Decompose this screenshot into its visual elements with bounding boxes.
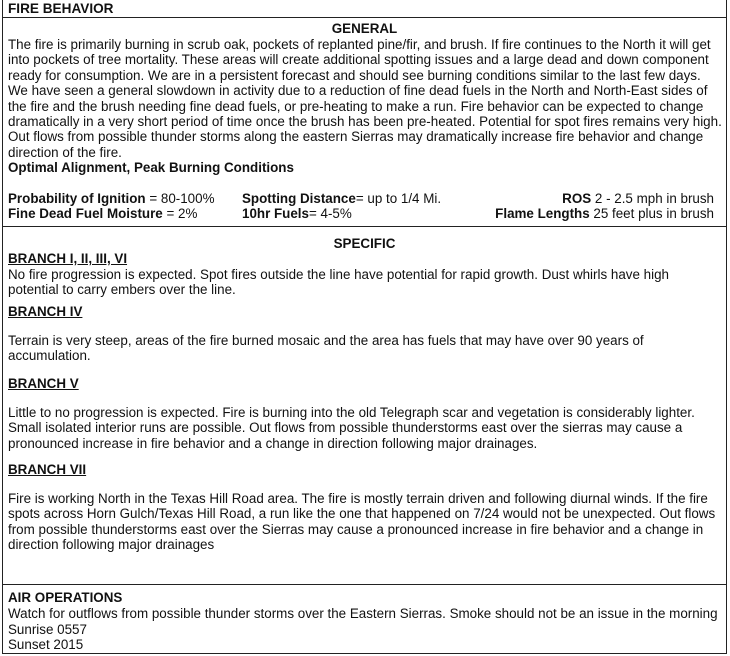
air-operations-heading: AIR OPERATIONS [8,590,123,605]
ignition-value: = 80-100% [145,191,215,206]
sunset-time: Sunset 2015 [8,637,84,652]
fire-behavior-form [2,0,727,654]
spotting-distance [242,191,441,206]
sunrise-time: Sunrise 0557 [8,622,87,637]
specific-heading: SPECIFIC [333,236,396,251]
branch-text: Little to no progression is expected. Fire is burning into the old Telegraph scar and vegetation is considerably lighter. Small isolated interior runs are possible. Out flows from possible thunderstorms east over the sierras may cause a pronounced increase in fire behavior and a change in direction following major drainages. [8,405,695,451]
spotting-label: Spotting Distance [242,191,356,206]
fdfm-value: = 2% [162,206,198,221]
ignition-probability [8,191,215,206]
spotting-value: = up to 1/4 Mi. [355,191,442,206]
branch-title: BRANCH VII [8,462,87,477]
branch-text: Fire is working North in the Texas Hill Road area. The fire is mostly terrain driven and following diurnal winds. If the fire spots across Horn Gulch/Texas Hill Road, a run like the one that happened on 7/24 would not be unexpected. Out flows from possible thunderstorms east over the Sierras may cause a pronounced increase in fire behavior and a change in direction following major drainages [8,491,716,553]
section-divider [3,584,726,585]
ignition-label: Probability of Ignition [8,191,146,206]
rate-of-spread [562,191,714,206]
ten-hour-fuels [242,206,352,221]
branch-title: BRANCH V [8,376,79,391]
ros-label: ROS [562,191,592,206]
general-text: The fire is primarily burning in scrub oak, pockets of replanted pine/fir, and brush. If fire continues to the North it will get into pockets of tree mortality. These areas will create additional spotting issues and a large dead and down component ready for consumption. We are in a persistent forecast and should see burning conditions similar to the last few days. We have seen a general slowdown in activity due to a reduction of fine dead fuels in the North and North-East sides of the fire and the brush needing fine dead fuels, or pre-heating to make a run. Fire behavior can be expected to change dramatically in a very short period of time once the brush has been pre-heated. Potential for spot fires remains very high. Out flows from possible thunder storms along the eastern Sierras may dramatically increase fire behavior and change direction of the fire. [8,37,722,160]
fdfm-label: Fine Dead Fuel Moisture [8,206,163,221]
ros-value: 2 - 2.5 mph in brush [591,191,714,206]
branch-title: BRANCH I, II, III, VI [8,251,128,266]
air-operations-text: Watch for outflows from possible thunder storms over the Eastern Sierras. Smoke should not be an issue in the morning [8,606,718,621]
branch-text: No fire progression is expected. Spot fires outside the line have potential for rapid growth. Dust whirls have high potential to carry embers over the line. [8,267,669,298]
flame-label: Flame Lengths [495,206,590,221]
alignment-heading: Optimal Alignment, Peak Burning Conditions [8,160,294,175]
section-divider [3,226,726,227]
section-header-row [3,0,726,18]
branch-title: BRANCH IV [8,304,83,319]
fine-dead-fuel-moisture [8,206,197,221]
flame-value: 25 feet plus in brush [589,206,714,221]
tenhr-value: = 4-5% [308,206,352,221]
general-heading: GENERAL [331,21,398,36]
branch-text: Terrain is very steep, areas of the fire burned mosaic and the area has fuels that may have over 90 years of accumulation. [8,333,644,364]
tenhr-label: 10hr Fuels [242,206,309,221]
section-title: FIRE BEHAVIOR [8,1,114,16]
flame-lengths [495,206,714,221]
